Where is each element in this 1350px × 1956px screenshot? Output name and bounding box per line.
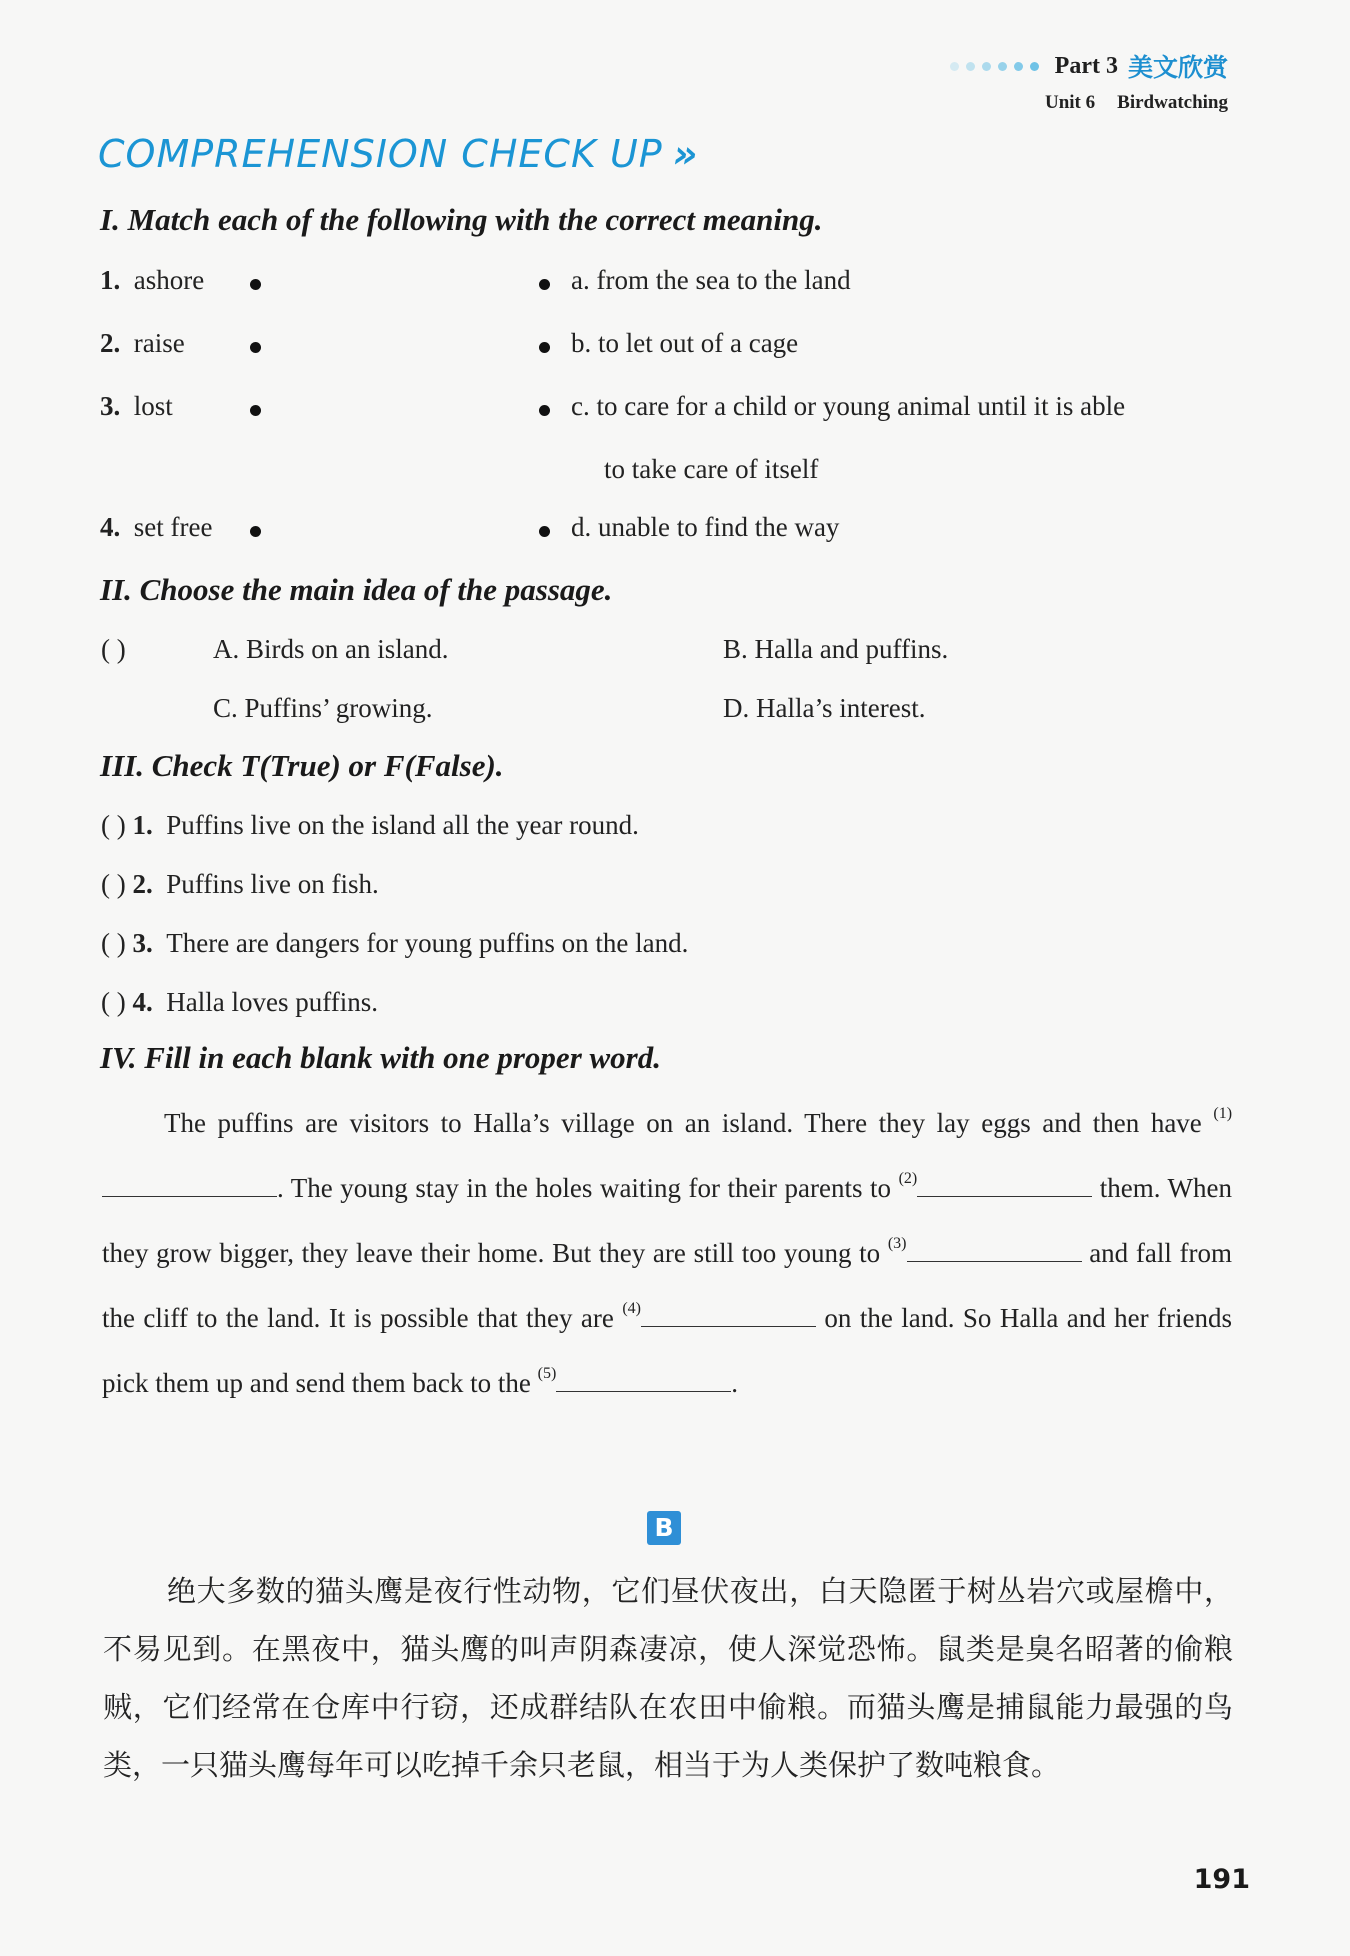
option-c[interactable]: C. Puffins’ growing. xyxy=(213,693,433,723)
page-header xyxy=(950,48,1228,84)
part-label: Part 3 xyxy=(1054,52,1118,79)
match-right-c: c. to care for a child or young animal until it is able xyxy=(571,391,1126,421)
match-right-a: a. from the sea to the land xyxy=(571,265,851,295)
match-left-2: 2. raise xyxy=(100,328,185,358)
option-b[interactable]: B. Halla and puffins. xyxy=(723,634,949,664)
unit-title: Birdwatching xyxy=(1117,92,1228,113)
option-d[interactable]: D. Halla’s interest. xyxy=(723,693,926,723)
match-right-d: d. unable to find the way xyxy=(571,512,840,542)
section-1-heading: I. Match each of the following with the correct meaning. xyxy=(100,202,823,237)
comprehension-title: COMPREHENSION CHECK UP » xyxy=(98,132,699,176)
match-dot-left-2[interactable] xyxy=(250,342,261,353)
section-4-heading: IV. Fill in each blank with one proper word. xyxy=(100,1040,661,1075)
tf-item: ( ) 2. Puffins live on fish. xyxy=(101,869,379,899)
section-b-badge: B xyxy=(647,1511,681,1545)
match-dot-left-1[interactable] xyxy=(250,279,261,290)
match-left-4: 4. set free xyxy=(100,512,213,542)
blank-5[interactable] xyxy=(556,1365,731,1392)
match-left-3: 3. lost xyxy=(100,391,173,421)
match-dot-right-d[interactable] xyxy=(539,526,550,537)
section-cn-title: 美文欣赏 xyxy=(1127,53,1228,82)
blank-3[interactable] xyxy=(907,1235,1082,1262)
match-dot-right-c[interactable] xyxy=(539,405,550,416)
match-right-c-cont: to take care of itself xyxy=(604,454,819,484)
unit-label: Unit 6 xyxy=(1044,92,1096,113)
answer-bracket[interactable]: ( ) xyxy=(101,634,126,664)
match-dot-left-3[interactable] xyxy=(250,405,261,416)
answer-bracket[interactable]: ( ) xyxy=(101,987,126,1017)
match-dot-right-a[interactable] xyxy=(539,279,550,290)
blank-1[interactable] xyxy=(102,1170,277,1197)
blank-2[interactable] xyxy=(917,1170,1092,1197)
tf-item: ( ) 1. Puffins live on the island all the year round. xyxy=(101,810,639,840)
chevron-icon: » xyxy=(672,132,699,176)
answer-bracket[interactable]: ( ) xyxy=(101,928,126,958)
page-number: 191 xyxy=(1193,1864,1250,1895)
match-dot-right-b[interactable] xyxy=(539,342,550,353)
section-2-heading: II. Choose the main idea of the passage. xyxy=(100,572,613,607)
blank-4[interactable] xyxy=(641,1300,816,1327)
section-3-heading: III. Check T(True) or F(False). xyxy=(100,748,504,783)
match-dot-left-4[interactable] xyxy=(250,526,261,537)
fill-blank-passage: The puffins are visitors to Halla’s village on an island. There they lay eggs and then have $^{(1)}$. The young stay in the holes waiting for their parents to $^{(2)}$ them. When they grow bigger, they leave their home. But they are still too young to $^{(3)}$ and fall from the cliff to the land. It is possible that they are $^{(4)}$ on the land. So Halla and her friends pick them up and send them back to the $^{(5)}$ . xyxy=(102,1105,1233,1398)
match-right-b: b. to let out of a cage xyxy=(571,328,799,358)
match-left-1: 1. ashore xyxy=(100,265,205,295)
answer-bracket[interactable]: ( ) xyxy=(101,810,126,840)
tf-item: ( ) 4. Halla loves puffins. xyxy=(101,987,378,1017)
answer-bracket[interactable]: ( ) xyxy=(101,869,126,899)
chinese-passage: 绝大多数的猫头鹰是夜行性动物，它们昼伏夜出，白天隐匿于树丛岩穴或屋檐中，不易见到。在黑夜中，猫头鹰的叫声阴森凄凉，使人深觉恐怖。鼠类是臭名昭著的偷粮贼，它们经常在仓库中行窃，还成群结队在农田中偷粮。而猫头鹰是捕鼠能力最强的鸟类，一只猫头鹰每年可以吃掉千余只老鼠，相当于为人类保护了数吨粮食。 xyxy=(103,1574,1233,1782)
unit-line xyxy=(1045,92,1228,114)
decorative-dots xyxy=(950,62,1039,71)
option-a[interactable]: A. Birds on an island. xyxy=(213,634,449,664)
tf-item: ( ) 3. There are dangers for young puffins on the land. xyxy=(101,928,689,958)
